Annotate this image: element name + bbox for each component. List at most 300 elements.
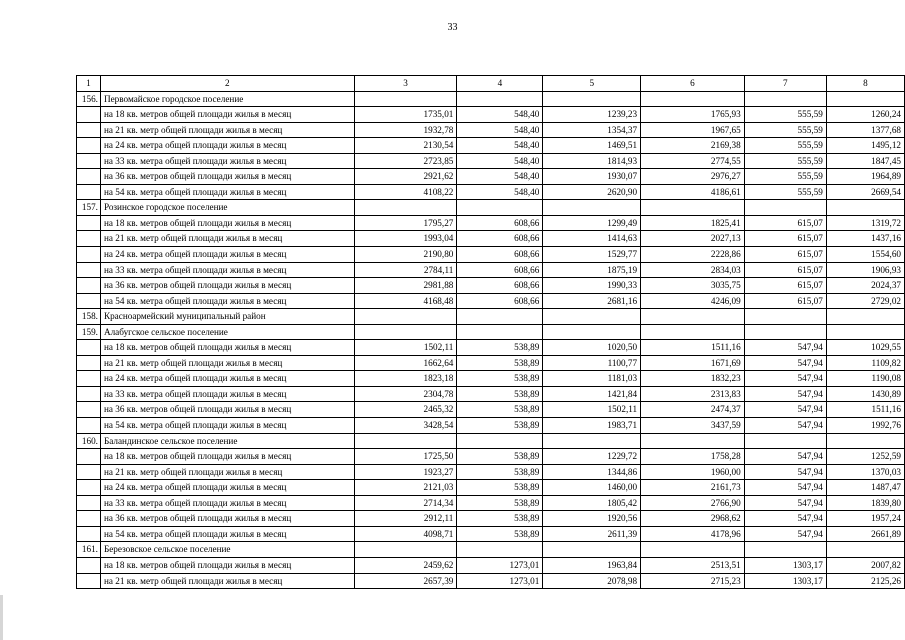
empty-cell bbox=[77, 355, 101, 371]
norm-label: на 21 кв. метр общей площади жилья в месяц bbox=[100, 122, 354, 138]
value-cell: 547,94 bbox=[744, 511, 826, 527]
value-cell: 2661,89 bbox=[826, 526, 904, 542]
table-row bbox=[77, 231, 905, 247]
value-cell: 548,40 bbox=[457, 122, 543, 138]
value-cell: 2657,39 bbox=[354, 573, 457, 589]
value-cell: 1303,17 bbox=[744, 573, 826, 589]
table-row bbox=[77, 480, 905, 496]
empty-cell bbox=[543, 91, 641, 107]
value-cell: 538,89 bbox=[457, 449, 543, 465]
value-cell: 555,59 bbox=[744, 184, 826, 200]
table-row bbox=[77, 557, 905, 573]
value-cell: 1502,11 bbox=[543, 402, 641, 418]
value-cell: 4178,96 bbox=[641, 526, 745, 542]
value-cell: 547,94 bbox=[744, 371, 826, 387]
header-cell: 1 bbox=[77, 76, 101, 92]
table-row bbox=[77, 371, 905, 387]
value-cell: 1430,89 bbox=[826, 386, 904, 402]
empty-cell bbox=[77, 480, 101, 496]
value-cell: 1273,01 bbox=[457, 557, 543, 573]
value-cell: 615,07 bbox=[744, 262, 826, 278]
norm-label: на 54 кв. метра общей площади жилья в месяц bbox=[100, 418, 354, 434]
page-number: 33 bbox=[447, 22, 458, 33]
value-cell: 2921,62 bbox=[354, 169, 457, 185]
group-row bbox=[77, 91, 905, 107]
norm-label: на 33 кв. метра общей площади жилья в месяц bbox=[100, 153, 354, 169]
empty-cell bbox=[744, 91, 826, 107]
value-cell: 1823,18 bbox=[354, 371, 457, 387]
value-cell: 1957,24 bbox=[826, 511, 904, 527]
value-cell: 1299,49 bbox=[543, 215, 641, 231]
value-cell: 1252,59 bbox=[826, 449, 904, 465]
empty-cell bbox=[77, 371, 101, 387]
empty-cell bbox=[354, 433, 457, 449]
value-cell: 547,94 bbox=[744, 402, 826, 418]
table-row bbox=[77, 215, 905, 231]
value-cell: 1100,77 bbox=[543, 355, 641, 371]
value-cell: 1967,65 bbox=[641, 122, 745, 138]
value-cell: 555,59 bbox=[744, 169, 826, 185]
value-cell: 547,94 bbox=[744, 464, 826, 480]
empty-cell bbox=[826, 91, 904, 107]
empty-cell bbox=[354, 200, 457, 216]
value-cell: 2611,39 bbox=[543, 526, 641, 542]
empty-cell bbox=[457, 324, 543, 340]
value-cell: 4098,71 bbox=[354, 526, 457, 542]
value-cell: 1735,01 bbox=[354, 107, 457, 123]
norm-label: на 36 кв. метров общей площади жилья в месяц bbox=[100, 278, 354, 294]
empty-cell bbox=[77, 449, 101, 465]
value-cell: 1487,47 bbox=[826, 480, 904, 496]
value-cell: 2121,03 bbox=[354, 480, 457, 496]
value-cell: 2007,82 bbox=[826, 557, 904, 573]
value-cell: 1529,77 bbox=[543, 247, 641, 263]
value-cell: 4186,61 bbox=[641, 184, 745, 200]
norm-label: на 21 кв. метр общей площади жилья в месяц bbox=[100, 355, 354, 371]
table-row bbox=[77, 153, 905, 169]
value-cell: 1260,24 bbox=[826, 107, 904, 123]
norm-label: на 33 кв. метра общей площади жилья в месяц bbox=[100, 262, 354, 278]
empty-cell bbox=[77, 526, 101, 542]
table-row bbox=[77, 464, 905, 480]
value-cell: 547,94 bbox=[744, 418, 826, 434]
value-cell: 2027,13 bbox=[641, 231, 745, 247]
value-cell: 1758,28 bbox=[641, 449, 745, 465]
empty-cell bbox=[77, 418, 101, 434]
norm-label: на 33 кв. метра общей площади жилья в месяц bbox=[100, 386, 354, 402]
settlement-name: Красноармейский муниципальный район bbox=[100, 309, 354, 325]
empty-cell bbox=[77, 215, 101, 231]
value-cell: 2981,88 bbox=[354, 278, 457, 294]
value-cell: 2766,90 bbox=[641, 495, 745, 511]
empty-cell bbox=[543, 433, 641, 449]
value-cell: 1344,86 bbox=[543, 464, 641, 480]
value-cell: 538,89 bbox=[457, 371, 543, 387]
norm-label: на 33 кв. метра общей площади жилья в месяц bbox=[100, 495, 354, 511]
norm-label: на 36 кв. метров общей площади жилья в месяц bbox=[100, 511, 354, 527]
value-cell: 2784,11 bbox=[354, 262, 457, 278]
group-row bbox=[77, 309, 905, 325]
norm-label: на 36 кв. метров общей площади жилья в месяц bbox=[100, 402, 354, 418]
table-row bbox=[77, 122, 905, 138]
value-cell: 538,89 bbox=[457, 386, 543, 402]
value-cell: 547,94 bbox=[744, 495, 826, 511]
table-body bbox=[77, 76, 905, 589]
value-cell: 548,40 bbox=[457, 107, 543, 123]
value-cell: 1273,01 bbox=[457, 573, 543, 589]
empty-cell bbox=[77, 231, 101, 247]
value-cell: 538,89 bbox=[457, 511, 543, 527]
table-header-row bbox=[77, 76, 905, 92]
empty-cell bbox=[826, 309, 904, 325]
empty-cell bbox=[457, 309, 543, 325]
value-cell: 1303,17 bbox=[744, 557, 826, 573]
row-number: 159. bbox=[77, 324, 101, 340]
value-cell: 547,94 bbox=[744, 480, 826, 496]
table-row bbox=[77, 449, 905, 465]
norm-label: на 18 кв. метров общей площади жилья в месяц bbox=[100, 449, 354, 465]
value-cell: 608,66 bbox=[457, 247, 543, 263]
row-number: 161. bbox=[77, 542, 101, 558]
empty-cell bbox=[457, 200, 543, 216]
value-cell: 4246,09 bbox=[641, 293, 745, 309]
value-cell: 555,59 bbox=[744, 122, 826, 138]
value-cell: 608,66 bbox=[457, 293, 543, 309]
value-cell: 615,07 bbox=[744, 215, 826, 231]
value-cell: 2078,98 bbox=[543, 573, 641, 589]
empty-cell bbox=[354, 542, 457, 558]
table-row bbox=[77, 184, 905, 200]
norm-label: на 36 кв. метров общей площади жилья в месяц bbox=[100, 169, 354, 185]
value-cell: 1765,93 bbox=[641, 107, 745, 123]
empty-cell bbox=[641, 91, 745, 107]
norm-label: на 54 кв. метра общей площади жилья в месяц bbox=[100, 184, 354, 200]
table-row bbox=[77, 495, 905, 511]
settlement-name: Баландинское сельское поселение bbox=[100, 433, 354, 449]
empty-cell bbox=[744, 542, 826, 558]
value-cell: 1421,84 bbox=[543, 386, 641, 402]
value-cell: 2774,55 bbox=[641, 153, 745, 169]
value-cell: 547,94 bbox=[744, 526, 826, 542]
group-row bbox=[77, 433, 905, 449]
empty-cell bbox=[543, 324, 641, 340]
table-row bbox=[77, 262, 905, 278]
value-cell: 3437,59 bbox=[641, 418, 745, 434]
value-cell: 1181,03 bbox=[543, 371, 641, 387]
value-cell: 2459,62 bbox=[354, 557, 457, 573]
value-cell: 1906,93 bbox=[826, 262, 904, 278]
value-cell: 2465,32 bbox=[354, 402, 457, 418]
value-cell: 2976,27 bbox=[641, 169, 745, 185]
value-cell: 615,07 bbox=[744, 231, 826, 247]
value-cell: 2681,16 bbox=[543, 293, 641, 309]
norm-label: на 18 кв. метров общей площади жилья в месяц bbox=[100, 107, 354, 123]
value-cell: 1964,89 bbox=[826, 169, 904, 185]
header-cell: 2 bbox=[100, 76, 354, 92]
empty-cell bbox=[826, 433, 904, 449]
empty-cell bbox=[826, 542, 904, 558]
value-cell: 3428,54 bbox=[354, 418, 457, 434]
scan-edge-mark bbox=[0, 595, 3, 640]
value-cell: 1832,23 bbox=[641, 371, 745, 387]
value-cell: 1983,71 bbox=[543, 418, 641, 434]
value-cell: 2834,03 bbox=[641, 262, 745, 278]
value-cell: 547,94 bbox=[744, 340, 826, 356]
empty-cell bbox=[77, 122, 101, 138]
value-cell: 2715,23 bbox=[641, 573, 745, 589]
empty-cell bbox=[354, 91, 457, 107]
header-cell: 7 bbox=[744, 76, 826, 92]
empty-cell bbox=[77, 511, 101, 527]
norm-label: на 24 кв. метра общей площади жилья в месяц bbox=[100, 138, 354, 154]
empty-cell bbox=[457, 91, 543, 107]
norm-label: на 21 кв. метр общей площади жилья в месяц bbox=[100, 231, 354, 247]
norm-label: на 18 кв. метров общей площади жилья в месяц bbox=[100, 215, 354, 231]
value-cell: 1671,69 bbox=[641, 355, 745, 371]
empty-cell bbox=[744, 324, 826, 340]
empty-cell bbox=[77, 169, 101, 185]
value-cell: 1923,27 bbox=[354, 464, 457, 480]
value-cell: 555,59 bbox=[744, 138, 826, 154]
value-cell: 2513,51 bbox=[641, 557, 745, 573]
empty-cell bbox=[77, 340, 101, 356]
empty-cell bbox=[543, 542, 641, 558]
table-row bbox=[77, 278, 905, 294]
value-cell: 1814,93 bbox=[543, 153, 641, 169]
value-cell: 2125,26 bbox=[826, 573, 904, 589]
value-cell: 615,07 bbox=[744, 293, 826, 309]
value-cell: 608,66 bbox=[457, 215, 543, 231]
empty-cell bbox=[744, 309, 826, 325]
value-cell: 1377,68 bbox=[826, 122, 904, 138]
value-cell: 538,89 bbox=[457, 464, 543, 480]
value-cell: 4108,22 bbox=[354, 184, 457, 200]
table-row bbox=[77, 573, 905, 589]
table-row bbox=[77, 107, 905, 123]
empty-cell bbox=[641, 433, 745, 449]
norm-label: на 54 кв. метра общей площади жилья в месяц bbox=[100, 293, 354, 309]
value-cell: 1662,64 bbox=[354, 355, 457, 371]
header-cell: 6 bbox=[641, 76, 745, 92]
value-cell: 548,40 bbox=[457, 153, 543, 169]
value-cell: 1725,50 bbox=[354, 449, 457, 465]
row-number: 158. bbox=[77, 309, 101, 325]
value-cell: 1805,42 bbox=[543, 495, 641, 511]
value-cell: 2669,54 bbox=[826, 184, 904, 200]
empty-cell bbox=[77, 402, 101, 418]
empty-cell bbox=[77, 184, 101, 200]
value-cell: 1920,56 bbox=[543, 511, 641, 527]
empty-cell bbox=[77, 138, 101, 154]
value-cell: 1990,33 bbox=[543, 278, 641, 294]
empty-cell bbox=[77, 495, 101, 511]
value-cell: 2190,80 bbox=[354, 247, 457, 263]
table-row bbox=[77, 386, 905, 402]
table-row bbox=[77, 169, 905, 185]
value-cell: 2968,62 bbox=[641, 511, 745, 527]
value-cell: 1460,00 bbox=[543, 480, 641, 496]
norm-label: на 54 кв. метра общей площади жилья в месяц bbox=[100, 526, 354, 542]
table-row bbox=[77, 418, 905, 434]
empty-cell bbox=[744, 433, 826, 449]
value-cell: 1370,03 bbox=[826, 464, 904, 480]
value-cell: 1932,78 bbox=[354, 122, 457, 138]
table-row bbox=[77, 293, 905, 309]
norm-label: на 21 кв. метр общей площади жилья в месяц bbox=[100, 573, 354, 589]
value-cell: 2729,02 bbox=[826, 293, 904, 309]
value-cell: 2304,78 bbox=[354, 386, 457, 402]
norm-label: на 24 кв. метра общей площади жилья в месяц bbox=[100, 371, 354, 387]
value-cell: 4168,48 bbox=[354, 293, 457, 309]
value-cell: 2912,11 bbox=[354, 511, 457, 527]
value-cell: 2620,90 bbox=[543, 184, 641, 200]
value-cell: 1020,50 bbox=[543, 340, 641, 356]
value-cell: 538,89 bbox=[457, 340, 543, 356]
table-row bbox=[77, 340, 905, 356]
value-cell: 1875,19 bbox=[543, 262, 641, 278]
settlement-name: Алабугское сельское поселение bbox=[100, 324, 354, 340]
group-row bbox=[77, 324, 905, 340]
norm-label: на 21 кв. метр общей площади жилья в месяц bbox=[100, 464, 354, 480]
empty-cell bbox=[543, 309, 641, 325]
value-cell: 1963,84 bbox=[543, 557, 641, 573]
value-cell: 1414,63 bbox=[543, 231, 641, 247]
value-cell: 2169,38 bbox=[641, 138, 745, 154]
value-cell: 547,94 bbox=[744, 449, 826, 465]
value-cell: 1319,72 bbox=[826, 215, 904, 231]
value-cell: 1511,16 bbox=[826, 402, 904, 418]
empty-cell bbox=[826, 324, 904, 340]
value-cell: 608,66 bbox=[457, 231, 543, 247]
value-cell: 3035,75 bbox=[641, 278, 745, 294]
value-cell: 1190,08 bbox=[826, 371, 904, 387]
norm-label: на 18 кв. метров общей площади жилья в месяц bbox=[100, 340, 354, 356]
header-cell: 3 bbox=[354, 76, 457, 92]
empty-cell bbox=[77, 464, 101, 480]
empty-cell bbox=[354, 324, 457, 340]
empty-cell bbox=[77, 278, 101, 294]
table-row bbox=[77, 355, 905, 371]
empty-cell bbox=[77, 573, 101, 589]
value-cell: 1839,80 bbox=[826, 495, 904, 511]
settlement-name: Розинское городское поселение bbox=[100, 200, 354, 216]
table-row bbox=[77, 402, 905, 418]
empty-cell bbox=[744, 200, 826, 216]
row-number: 157. bbox=[77, 200, 101, 216]
value-cell: 538,89 bbox=[457, 526, 543, 542]
header-cell: 8 bbox=[826, 76, 904, 92]
empty-cell bbox=[77, 262, 101, 278]
value-cell: 548,40 bbox=[457, 184, 543, 200]
value-cell: 1239,23 bbox=[543, 107, 641, 123]
settlement-name: Березовское сельское поселение bbox=[100, 542, 354, 558]
norm-label: на 24 кв. метра общей площади жилья в месяц bbox=[100, 480, 354, 496]
value-cell: 547,94 bbox=[744, 386, 826, 402]
empty-cell bbox=[77, 557, 101, 573]
value-cell: 2723,85 bbox=[354, 153, 457, 169]
empty-cell bbox=[354, 309, 457, 325]
row-number: 156. bbox=[77, 91, 101, 107]
norm-label: на 24 кв. метра общей площади жилья в месяц bbox=[100, 247, 354, 263]
value-cell: 1469,51 bbox=[543, 138, 641, 154]
value-cell: 615,07 bbox=[744, 247, 826, 263]
value-cell: 615,07 bbox=[744, 278, 826, 294]
header-cell: 5 bbox=[543, 76, 641, 92]
value-cell: 2024,37 bbox=[826, 278, 904, 294]
value-cell: 538,89 bbox=[457, 495, 543, 511]
value-cell: 2161,73 bbox=[641, 480, 745, 496]
header-cell: 4 bbox=[457, 76, 543, 92]
value-cell: 555,59 bbox=[744, 153, 826, 169]
value-cell: 548,40 bbox=[457, 138, 543, 154]
value-cell: 2228,86 bbox=[641, 247, 745, 263]
value-cell: 1992,76 bbox=[826, 418, 904, 434]
empty-cell bbox=[77, 247, 101, 263]
value-cell: 1437,16 bbox=[826, 231, 904, 247]
value-cell: 1029,55 bbox=[826, 340, 904, 356]
value-cell: 2714,34 bbox=[354, 495, 457, 511]
value-cell: 548,40 bbox=[457, 169, 543, 185]
empty-cell bbox=[77, 386, 101, 402]
table-row bbox=[77, 247, 905, 263]
value-cell: 538,89 bbox=[457, 480, 543, 496]
value-cell: 555,59 bbox=[744, 107, 826, 123]
empty-cell bbox=[641, 542, 745, 558]
value-cell: 538,89 bbox=[457, 402, 543, 418]
group-row bbox=[77, 542, 905, 558]
value-cell: 1930,07 bbox=[543, 169, 641, 185]
value-cell: 1847,45 bbox=[826, 153, 904, 169]
empty-cell bbox=[77, 107, 101, 123]
value-cell: 1795,27 bbox=[354, 215, 457, 231]
empty-cell bbox=[826, 200, 904, 216]
empty-cell bbox=[77, 293, 101, 309]
row-number: 160. bbox=[77, 433, 101, 449]
value-cell: 1554,60 bbox=[826, 247, 904, 263]
empty-cell bbox=[77, 153, 101, 169]
norm-label: на 18 кв. метров общей площади жилья в месяц bbox=[100, 557, 354, 573]
value-cell: 608,66 bbox=[457, 278, 543, 294]
value-cell: 2130,54 bbox=[354, 138, 457, 154]
empty-cell bbox=[543, 200, 641, 216]
value-cell: 547,94 bbox=[744, 355, 826, 371]
value-cell: 1825,41 bbox=[641, 215, 745, 231]
value-cell: 1495,12 bbox=[826, 138, 904, 154]
value-cell: 538,89 bbox=[457, 418, 543, 434]
value-cell: 1229,72 bbox=[543, 449, 641, 465]
value-cell: 1502,11 bbox=[354, 340, 457, 356]
value-cell: 1109,82 bbox=[826, 355, 904, 371]
value-cell: 1354,37 bbox=[543, 122, 641, 138]
value-cell: 1960,00 bbox=[641, 464, 745, 480]
group-row bbox=[77, 200, 905, 216]
empty-cell bbox=[641, 324, 745, 340]
value-cell: 2474,37 bbox=[641, 402, 745, 418]
value-cell: 1993,04 bbox=[354, 231, 457, 247]
empty-cell bbox=[457, 433, 543, 449]
table-row bbox=[77, 138, 905, 154]
empty-cell bbox=[457, 542, 543, 558]
table-row bbox=[77, 511, 905, 527]
tariff-table bbox=[76, 75, 905, 589]
value-cell: 2313,83 bbox=[641, 386, 745, 402]
empty-cell bbox=[641, 200, 745, 216]
settlement-name: Первомайское городское поселение bbox=[100, 91, 354, 107]
value-cell: 1511,16 bbox=[641, 340, 745, 356]
value-cell: 538,89 bbox=[457, 355, 543, 371]
value-cell: 608,66 bbox=[457, 262, 543, 278]
empty-cell bbox=[641, 309, 745, 325]
